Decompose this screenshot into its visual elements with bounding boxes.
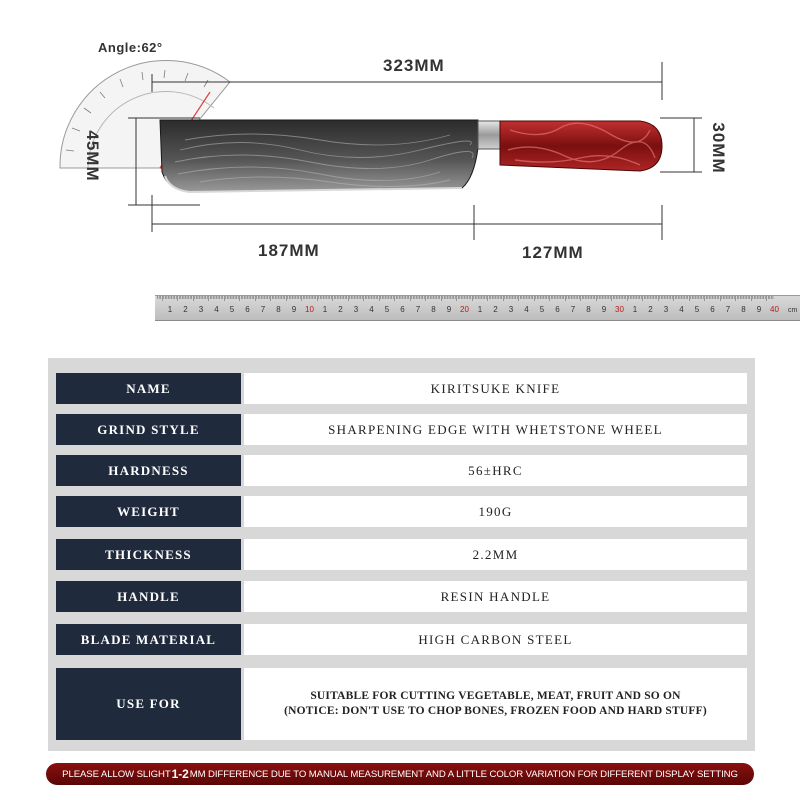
spec-row-hardness (56, 455, 747, 486)
spec-value (244, 668, 747, 740)
ruler-digit: 3 (198, 305, 204, 314)
ruler-major-label: 40 (770, 305, 779, 314)
spec-key: HARDNESS (56, 455, 241, 486)
spec-key: THICKNESS (56, 539, 241, 570)
ruler-digit: 1 (322, 305, 328, 314)
ruler-digit: 7 (570, 305, 576, 314)
spec-row-handle (56, 581, 747, 612)
spec-row-thickness (56, 539, 747, 570)
spec-key: BLADE MATERIAL (56, 624, 241, 655)
ruler-digit: 2 (493, 305, 498, 314)
measuring-ruler (155, 295, 800, 321)
ruler-digit: 7 (415, 305, 421, 314)
ruler-digit: 3 (353, 305, 359, 314)
disclaimer-text-start: PLEASE ALLOW SLIGHT (62, 768, 171, 780)
handle-length-label: 127MM (522, 243, 584, 262)
spec-row-use-for (56, 668, 747, 740)
ruler-digit: 2 (183, 305, 188, 314)
tolerance-range: 1-2 (171, 767, 189, 781)
ruler-digit: 9 (601, 305, 607, 314)
ruler-digit: 9 (291, 305, 297, 314)
ruler-digit: 9 (446, 305, 452, 314)
knife-dimension-diagram (0, 0, 800, 290)
ruler-digit: 8 (276, 305, 281, 314)
ruler-digit: 6 (710, 305, 715, 314)
ruler-digit: 5 (384, 305, 390, 314)
ruler-digit: 1 (632, 305, 638, 314)
ruler-digit: 4 (214, 305, 219, 314)
knife-blade (160, 120, 478, 192)
specification-table (48, 358, 755, 751)
spec-value: HIGH CARBON STEEL (244, 624, 747, 655)
total-length-label: 323MM (383, 56, 445, 75)
spec-key: WEIGHT (56, 496, 241, 527)
use-for-line: SUITABLE FOR CUTTING VEGETABLE, MEAT, FRUIT AND SO ON (310, 690, 681, 702)
ruler-digit: 2 (648, 305, 653, 314)
ruler-major-label: 20 (460, 305, 469, 314)
ruler-scale (155, 296, 800, 322)
ruler-digit: 8 (586, 305, 591, 314)
ruler-digit: 1 (167, 305, 173, 314)
spec-key: USE FOR (56, 668, 241, 740)
knife-bolster (478, 121, 500, 149)
spec-value: SHARPENING EDGE WITH WHETSTONE WHEEL (244, 414, 747, 445)
knife-handle (500, 121, 662, 171)
ruler-digit: 6 (400, 305, 405, 314)
ruler-digit: 5 (694, 305, 700, 314)
angle-label: Angle:62° (98, 40, 163, 55)
blade-length-label: 187MM (258, 241, 320, 260)
spec-value: KIRITSUKE KNIFE (244, 373, 747, 404)
ruler-digit: 2 (338, 305, 343, 314)
ruler-digit: 6 (245, 305, 250, 314)
ruler-digit: 5 (229, 305, 235, 314)
spec-key: HANDLE (56, 581, 241, 612)
ruler-digit: 7 (725, 305, 731, 314)
spec-row-name (56, 373, 747, 404)
ruler-digit: 9 (756, 305, 762, 314)
spec-value: 190G (244, 496, 747, 527)
ruler-major-label: 30 (615, 305, 624, 314)
spec-row-grind-style (56, 414, 747, 445)
ruler-unit-label: cm (788, 307, 798, 314)
spec-row-blade-material (56, 624, 747, 655)
ruler-digit: 1 (477, 305, 483, 314)
ruler-digit: 5 (539, 305, 545, 314)
ruler-digit: 6 (555, 305, 560, 314)
spec-key: GRIND STYLE (56, 414, 241, 445)
disclaimer-banner (46, 763, 754, 785)
notice-line: (NOTICE: DON'T USE TO CHOP BONES, FROZEN FOOD AND HARD STUFF) (284, 705, 707, 717)
spec-value: RESIN HANDLE (244, 581, 747, 612)
ruler-digit: 8 (431, 305, 436, 314)
spec-row-weight (56, 496, 747, 527)
spec-key: NAME (56, 373, 241, 404)
spec-value: 2.2MM (244, 539, 747, 570)
handle-height-label: 30MM (709, 122, 728, 174)
ruler-digit: 3 (508, 305, 514, 314)
blade-height-label: 45MM (83, 130, 102, 182)
spec-value: 56±HRC (244, 455, 747, 486)
ruler-major-label: 10 (305, 305, 314, 314)
ruler-digit: 3 (663, 305, 669, 314)
ruler-digit: 4 (524, 305, 529, 314)
ruler-digit: 7 (260, 305, 266, 314)
ruler-digit: 8 (741, 305, 746, 314)
ruler-digit: 4 (679, 305, 684, 314)
disclaimer-text-end: MM DIFFERENCE DUE TO MANUAL MEASUREMENT AND A LITTLE COLOR VARIATION FOR DIFFERENT DISPLAY SETTING (189, 768, 738, 780)
ruler-digit: 4 (369, 305, 374, 314)
